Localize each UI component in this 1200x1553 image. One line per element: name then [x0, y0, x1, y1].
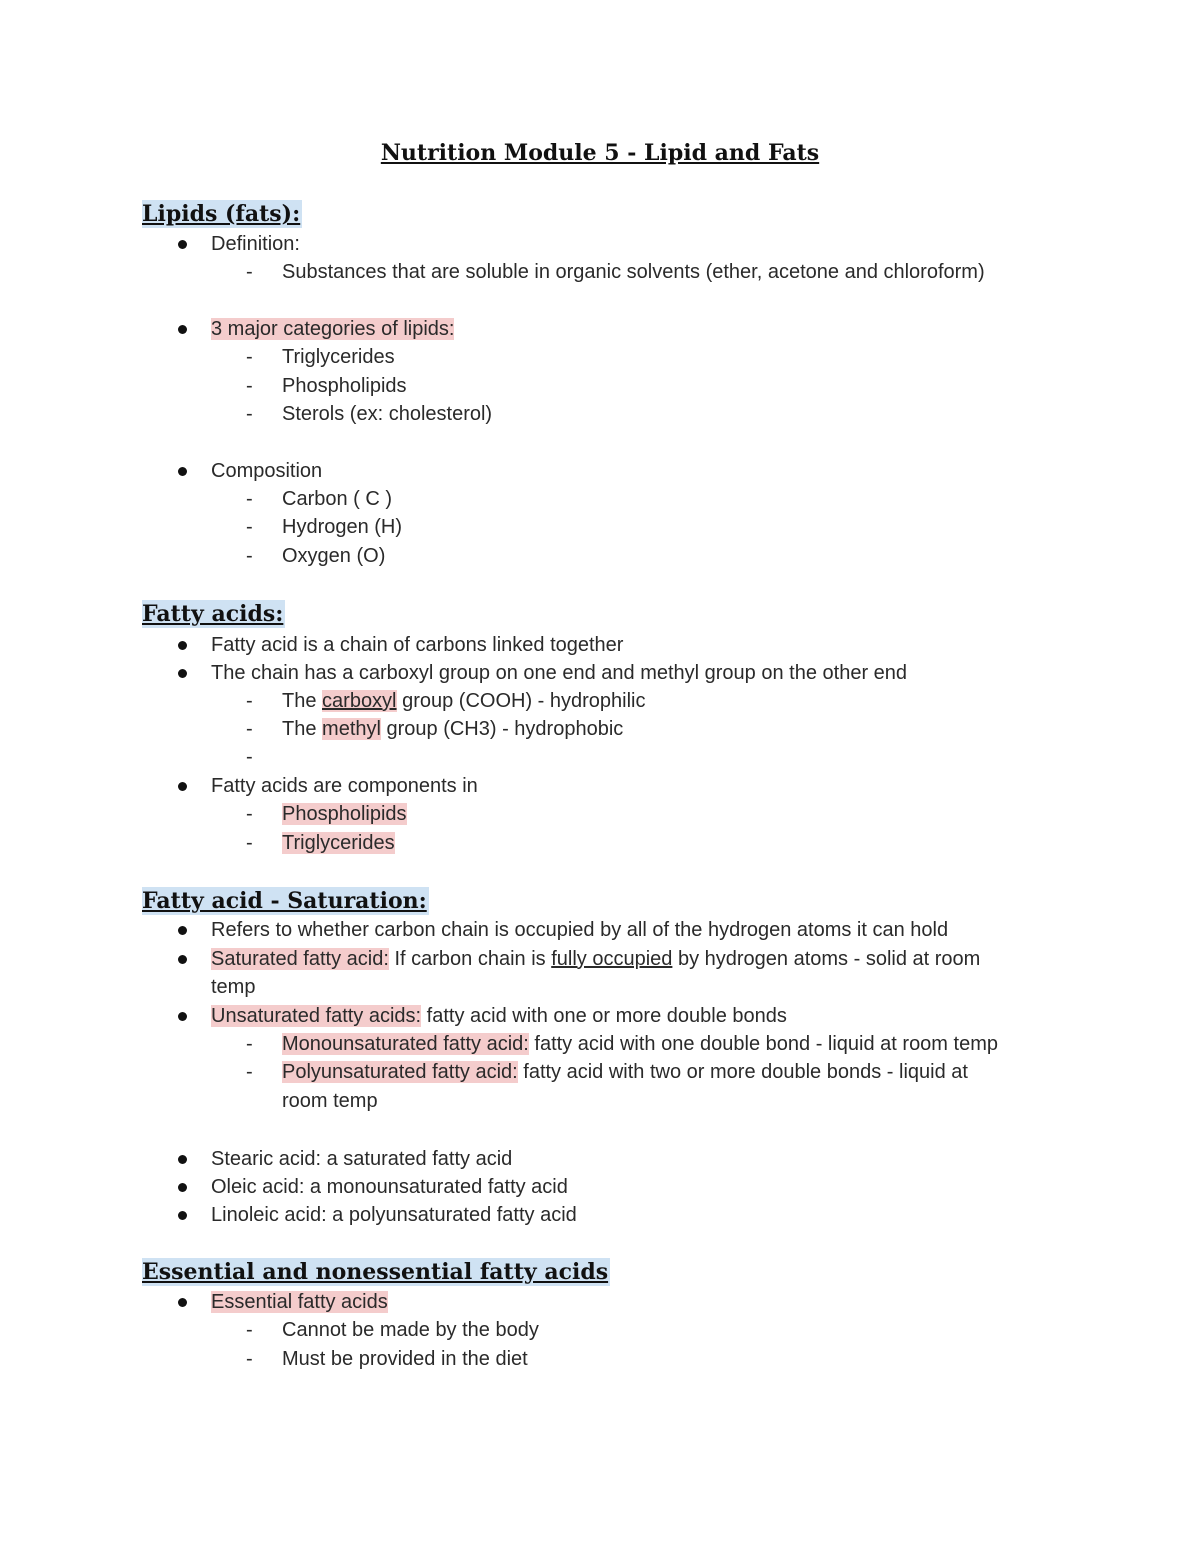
bullet-icon — [178, 1155, 187, 1164]
list-item-essential — [211, 1288, 388, 1316]
list-item-category: Sterols (ex: cholesterol) — [282, 403, 493, 425]
list-item-definition: Definition: — [211, 233, 300, 255]
dash-icon: - — [246, 1319, 253, 1341]
dash-icon: - — [246, 516, 253, 538]
bullet-icon — [178, 782, 187, 791]
highlight-unsaturated-label: Unsaturated fatty acids: — [211, 1005, 422, 1027]
list-item-mono — [282, 1030, 998, 1058]
text: fatty acid with one or more double bonds — [421, 1005, 787, 1027]
list-item-component — [282, 829, 395, 857]
text: If carbon chain is — [388, 948, 552, 970]
bullet-icon — [178, 240, 187, 249]
bullet-icon — [178, 669, 187, 678]
bullet-icon — [178, 926, 187, 935]
list-item-example: Stearic acid: a saturated fatty acid — [211, 1148, 513, 1170]
list-item-poly — [282, 1058, 968, 1086]
list-item-continuation: temp — [211, 976, 256, 998]
underlined-text: fully occupied — [551, 948, 673, 970]
list-item: Cannot be made by the body — [282, 1319, 539, 1341]
bullet-icon — [178, 1211, 187, 1220]
dash-icon: - — [246, 690, 253, 712]
highlight-methyl: methyl — [322, 718, 381, 740]
bullet-icon — [178, 467, 187, 476]
highlight-saturated-label: Saturated fatty acid: — [211, 948, 389, 970]
highlight-poly-label: Polyunsaturated fatty acid: — [282, 1061, 518, 1083]
dash-icon: - — [246, 346, 253, 368]
list-item: Must be provided in the diet — [282, 1348, 528, 1370]
bullet-icon — [178, 325, 187, 334]
list-item-example: Oleic acid: a monounsaturated fatty acid — [211, 1176, 568, 1198]
text: fatty acid with two or more double bonds - liquid at — [517, 1061, 968, 1083]
list-item-methyl — [282, 715, 623, 743]
list-item-composition: Composition — [211, 460, 323, 482]
list-item-element: Carbon ( C ) — [282, 488, 393, 510]
bullet-icon — [178, 641, 187, 650]
list-item-element: Oxygen (O) — [282, 545, 386, 567]
section-heading-essential: Essential and nonessential fatty acids — [142, 1259, 609, 1285]
dash-icon: - — [246, 545, 253, 567]
list-item: Fatty acids are components in — [211, 775, 478, 797]
highlight-component: Phospholipids — [282, 803, 407, 825]
dash-icon: - — [246, 261, 253, 283]
dash-icon: - — [246, 718, 253, 740]
text: fatty acid with one double bond - liquid at room temp — [528, 1033, 998, 1055]
highlight-component: Triglycerides — [282, 832, 395, 854]
list-item-continuation: room temp — [282, 1090, 378, 1112]
highlight-mono-label: Monounsaturated fatty acid: — [282, 1033, 529, 1055]
list-item: Fatty acid is a chain of carbons linked together — [211, 634, 624, 656]
dash-icon: - — [246, 832, 253, 854]
page-title: Nutrition Module 5 - Lipid and Fats — [380, 140, 820, 166]
list-item: Refers to whether carbon chain is occupied by all of the hydrogen atoms it can hold — [211, 919, 949, 941]
text: by hydrogen atoms - solid at room — [672, 948, 981, 970]
list-item-definition-text: Substances that are soluble in organic solvents (ether, acetone and chloroform) — [282, 261, 985, 283]
bullet-icon — [178, 1298, 187, 1307]
bullet-icon — [178, 1183, 187, 1192]
highlight-essential-label: Essential fatty acids — [211, 1291, 388, 1313]
dash-icon: - — [246, 1348, 253, 1370]
section-heading-lipids: Lipids (fats): — [142, 201, 301, 227]
list-item-unsaturated — [211, 1002, 787, 1030]
list-item-example: Linoleic acid: a polyunsaturated fatty acid — [211, 1204, 577, 1226]
list-item: The chain has a carboxyl group on one end and methyl group on the other end — [211, 662, 908, 684]
section-heading-fatty-acids: Fatty acids: — [142, 601, 284, 627]
list-item-component — [282, 800, 407, 828]
text: The — [282, 690, 323, 712]
dash-icon: - — [246, 1061, 253, 1083]
bullet-icon — [178, 955, 187, 964]
list-item-carboxyl — [282, 687, 645, 715]
text: group (CH3) - hydrophobic — [380, 718, 624, 740]
list-item-category: Triglycerides — [282, 346, 395, 368]
section-heading-saturation: Fatty acid - Saturation: — [142, 888, 427, 914]
list-item-saturated — [211, 945, 980, 973]
dash-icon: - — [246, 488, 253, 510]
dash-icon: - — [246, 746, 253, 768]
dash-icon: - — [246, 375, 253, 397]
dash-icon: - — [246, 1033, 253, 1055]
bullet-icon — [178, 1012, 187, 1021]
list-item-categories — [211, 315, 454, 343]
list-item-category: Phospholipids — [282, 375, 407, 397]
text: The — [282, 718, 323, 740]
text: group (COOH) - hydrophilic — [396, 690, 646, 712]
list-item-element: Hydrogen (H) — [282, 516, 403, 538]
highlight-categories-label: 3 major categories of lipids: — [211, 318, 455, 340]
highlight-carboxyl: carboxyl — [322, 690, 397, 712]
dash-icon: - — [246, 803, 253, 825]
dash-icon: - — [246, 403, 253, 425]
